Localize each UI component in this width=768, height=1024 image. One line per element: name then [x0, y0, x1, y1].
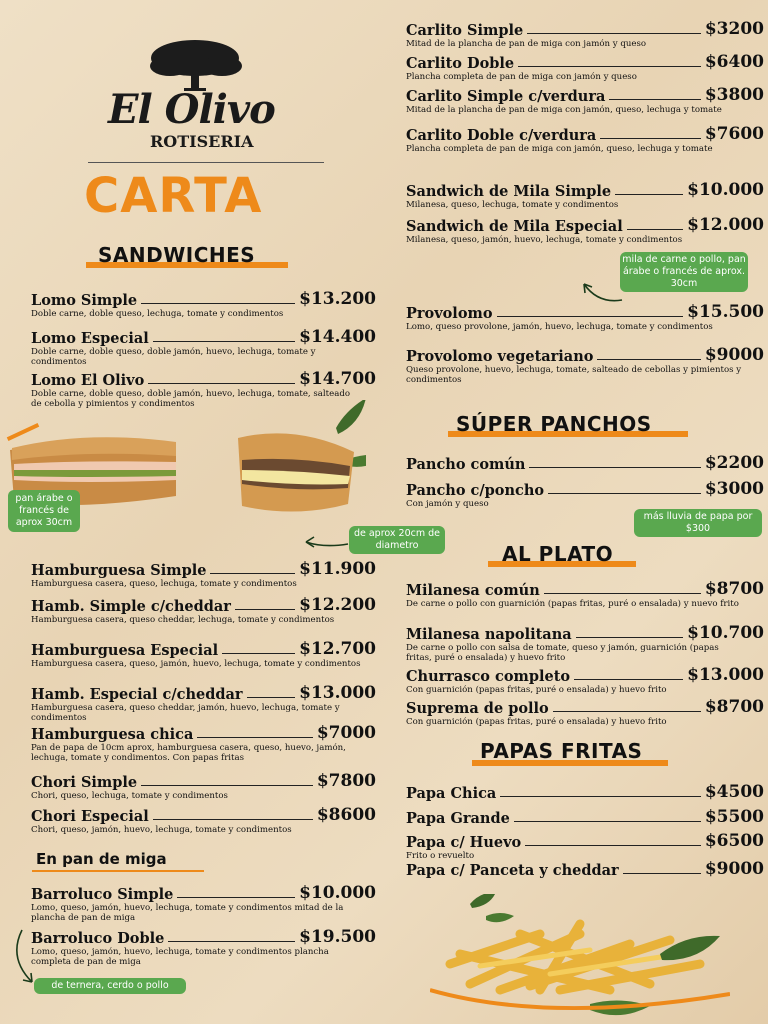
arrow-icon: [8, 928, 38, 988]
menu-item-desc: De carne o pollo con salsa de tomate, queso y jamón, guarnición (papas fritas, puré o ensalada) y huevo frito: [406, 643, 719, 663]
menu-item-price: $14.700: [299, 369, 376, 389]
badge-pan-arabe: pan árabe o francés de aprox 30cm: [8, 490, 80, 532]
menu-item: [406, 579, 764, 622]
price-leader-line: [497, 316, 684, 317]
menu-item-price: $12.200: [299, 595, 376, 615]
logo: [100, 36, 290, 156]
price-leader-line: [153, 341, 295, 342]
menu-item: [31, 289, 376, 332]
price-leader-line: [235, 609, 295, 610]
price-leader-line: [153, 819, 313, 820]
price-leader-line: [615, 194, 683, 195]
price-leader-line: [553, 711, 701, 712]
menu-item-name: Chori Simple: [31, 774, 138, 791]
brand-sub: ROTISERIA: [150, 132, 254, 151]
price-leader-line: [574, 679, 683, 680]
menu-item-price: $4500: [704, 782, 764, 802]
price-leader-line: [576, 637, 683, 638]
price-leader-line: [529, 467, 700, 468]
menu-item-name: Lomo El Olivo: [31, 372, 145, 389]
logo-divider: [88, 162, 324, 163]
menu-item-desc: Hamburguesa casera, queso cheddar, lechuga, tomate y condimentos: [31, 615, 335, 625]
price-leader-line: [525, 845, 701, 846]
price-leader-line: [514, 821, 701, 822]
menu-item: [31, 883, 376, 926]
menu-item-desc: Plancha completa de pan de miga con jamón y queso: [406, 72, 637, 82]
menu-item-price: $14.400: [299, 327, 376, 347]
price-leader-line: [623, 873, 701, 874]
section-panchos: SÚPER PANCHOS: [456, 412, 652, 436]
menu-item-name: Provolomo vegetariano: [406, 348, 594, 365]
menu-item-name: Milanesa común: [406, 582, 540, 599]
menu-item-desc: Hamburguesa casera, queso, jamón, huevo, lechuga, tomate y condimentos: [31, 659, 361, 669]
menu-item-name: Carlito Doble c/verdura: [406, 127, 597, 144]
price-leader-line: [548, 493, 701, 494]
menu-item-price: $10.000: [299, 883, 376, 903]
menu-item-desc: Milanesa, queso, lechuga, tomate y condimentos: [406, 200, 619, 210]
menu-item-price: $2200: [704, 453, 764, 473]
menu-item-desc: Hamburguesa casera, queso, lechuga, tomate y condimentos: [31, 579, 297, 589]
menu-item-name: Pancho c/poncho: [406, 482, 545, 499]
menu-item-name: Sandwich de Mila Simple: [406, 183, 612, 200]
menu-item-name: Hamb. Especial c/cheddar: [31, 686, 243, 703]
menu-item: [31, 595, 376, 638]
price-leader-line: [527, 33, 701, 34]
price-leader-line: [210, 573, 295, 574]
section-pan-miga: En pan de miga: [36, 850, 167, 868]
fries-image: [430, 894, 730, 1024]
price-leader-line: [141, 303, 295, 304]
menu-item: [406, 623, 764, 666]
menu-item-price: $7800: [316, 771, 376, 791]
menu-item-name: Hamburguesa chica: [31, 726, 194, 743]
menu-item-name: Papa Grande: [406, 810, 510, 827]
price-leader-line: [168, 941, 295, 942]
price-leader-line: [600, 138, 701, 139]
menu-item-name: Hamburguesa Simple: [31, 562, 207, 579]
menu-item-price: $9000: [704, 859, 764, 879]
price-leader-line: [597, 359, 700, 360]
menu-item-price: $13.000: [299, 683, 376, 703]
menu-item-price: $8700: [704, 697, 764, 717]
menu-item-desc: Plancha completa de pan de miga con jamón, queso, lechuga y tomate: [406, 144, 713, 154]
menu-item-price: $13.200: [299, 289, 376, 309]
menu-item-name: Lomo Simple: [31, 292, 138, 309]
menu-item-desc: Mitad de la plancha de pan de miga con jamón y queso: [406, 39, 647, 49]
menu-item-desc: Mitad de la plancha de pan de miga con jamón, queso, lechuga y tomate: [406, 105, 722, 115]
menu-item-name: Milanesa napolitana: [406, 626, 572, 643]
menu-item-name: Barroluco Simple: [31, 886, 174, 903]
menu-item-name: Lomo Especial: [31, 330, 149, 347]
menu-item-price: $3000: [704, 479, 764, 499]
badge-ternera: de ternera, cerdo o pollo: [34, 978, 186, 994]
menu-item-name: Provolomo: [406, 305, 493, 322]
menu-item-price: $6500: [704, 831, 764, 851]
menu-item-name: Carlito Doble: [406, 55, 515, 72]
menu-item-price: $12.700: [299, 639, 376, 659]
menu-item-price: $10.700: [687, 623, 764, 643]
price-leader-line: [627, 229, 683, 230]
menu-item-price: $5500: [704, 807, 764, 827]
menu-item: [31, 327, 376, 370]
price-leader-line: [609, 99, 700, 100]
menu-item-desc: De carne o pollo con guarnición (papas fritas, puré o ensalada) y nuevo frito: [406, 599, 739, 609]
menu-item: [406, 345, 764, 388]
price-leader-line: [197, 737, 312, 738]
arrow-icon: [578, 278, 624, 306]
price-leader-line: [247, 697, 296, 698]
badge-lluvia: más lluvia de papa por $300: [634, 509, 762, 537]
price-leader-line: [148, 383, 295, 384]
menu-item-price: $9000: [704, 345, 764, 365]
menu-item-desc: Chori, queso, lechuga, tomate y condimentos: [31, 791, 228, 801]
menu-item-desc: Milanesa, queso, jamón, huevo, lechuga, tomate y condimentos: [406, 235, 683, 245]
menu-item-desc: Pan de papa de 10cm aprox, hamburguesa casera, queso, huevo, jamón, lechuga, tomate y condimentos. Con papas fritas: [31, 743, 346, 763]
menu-item-desc: Con guarnición (papas fritas, puré o ensalada) y huevo frito: [406, 685, 667, 695]
menu-item-price: $8700: [704, 579, 764, 599]
menu-item-desc: Frito o revuelto: [406, 851, 475, 861]
menu-item-name: Papa Chica: [406, 785, 497, 802]
menu-item-name: Papa c/ Panceta y cheddar: [406, 862, 619, 879]
menu-item-price: $6400: [704, 52, 764, 72]
menu-item-price: $12.000: [687, 215, 764, 235]
menu-item-price: $3800: [704, 85, 764, 105]
menu-item-price: $19.500: [299, 927, 376, 947]
menu-item: [406, 302, 764, 345]
section-papas: PAPAS FRITAS: [480, 739, 643, 763]
menu-item-name: Papa c/ Huevo: [406, 834, 522, 851]
badge-diametro: de aprox 20cm de diametro: [349, 526, 445, 554]
price-leader-line: [500, 796, 701, 797]
menu-item: [31, 927, 376, 970]
section-plato: AL PLATO: [502, 542, 614, 566]
menu-item-name: Suprema de pollo: [406, 700, 549, 717]
menu-item-name: Pancho común: [406, 456, 526, 473]
brand-name: El Olivo: [108, 86, 275, 133]
menu-item-price: $7000: [316, 723, 376, 743]
price-leader-line: [518, 66, 701, 67]
menu-item-desc: Doble carne, doble queso, lechuga, tomate y condimentos: [31, 309, 284, 319]
menu-item-price: $15.500: [687, 302, 764, 322]
page-title: CARTA: [84, 168, 263, 224]
menu-item: [31, 639, 376, 682]
price-leader-line: [544, 593, 701, 594]
menu-item-price: $3200: [704, 19, 764, 39]
menu-item-desc: Con guarnición (papas fritas, puré o ensalada) y huevo frito: [406, 717, 667, 727]
menu-item-name: Barroluco Doble: [31, 930, 165, 947]
menu-item: [31, 805, 376, 848]
menu-item: [406, 85, 764, 128]
menu-item-desc: Doble carne, doble queso, doble jamón, huevo, lechuga, tomate y condimentos: [31, 347, 316, 367]
menu-item-desc: Queso provolone, huevo, lechuga, tomate, salteado de cebollas y pimientos y condimentos: [406, 365, 742, 385]
pan-miga-bar: [32, 870, 204, 872]
menu-item-name: Hamburguesa Especial: [31, 642, 219, 659]
price-leader-line: [141, 785, 313, 786]
price-leader-line: [177, 897, 295, 898]
arrow-icon: [300, 532, 350, 556]
menu-item-name: Chori Especial: [31, 808, 149, 825]
section-sandwiches: SANDWICHES: [98, 243, 256, 267]
menu-item-desc: Con jamón y queso: [406, 499, 489, 509]
menu-item: [31, 723, 376, 766]
menu-item-desc: Lomo, queso, jamón, huevo, lechuga, tomate y condimentos mitad de la plancha de pan de miga: [31, 903, 344, 923]
menu-item-name: Carlito Simple: [406, 22, 524, 39]
menu-item-name: Carlito Simple c/verdura: [406, 88, 606, 105]
price-leader-line: [222, 653, 295, 654]
menu-item-desc: Lomo, queso, jamón, huevo, lechuga, tomate y condimentos plancha completa de pan de miga: [31, 947, 329, 967]
menu-item: [406, 697, 764, 740]
menu-item-name: Churrasco completo: [406, 668, 571, 685]
menu-item-desc: Lomo, queso provolone, jamón, huevo, lechuga, tomate y condimentos: [406, 322, 713, 332]
menu-item-name: Hamb. Simple c/cheddar: [31, 598, 231, 615]
menu-item-price: $8600: [316, 805, 376, 825]
badge-mila: mila de carne o pollo, pan árabe o francés de aprox. 30cm: [620, 252, 748, 292]
menu-item-price: $13.000: [687, 665, 764, 685]
menu-item-name: Sandwich de Mila Especial: [406, 218, 623, 235]
menu-item-desc: Hamburguesa casera, queso cheddar, jamón, huevo, lechuga, tomate y condimentos: [31, 703, 340, 723]
menu-item-desc: Doble carne, doble queso, doble jamón, huevo, lechuga, tomate, salteado de cebolla y pimientos y condimentos: [31, 389, 350, 409]
menu-item: [31, 683, 376, 726]
menu-item-desc: Chori, queso, jamón, huevo, lechuga, tomate y condimentos: [31, 825, 292, 835]
menu-item: [406, 124, 764, 167]
menu-item-price: $11.900: [299, 559, 376, 579]
menu-item-price: $10.000: [687, 180, 764, 200]
menu-item-price: $7600: [704, 124, 764, 144]
